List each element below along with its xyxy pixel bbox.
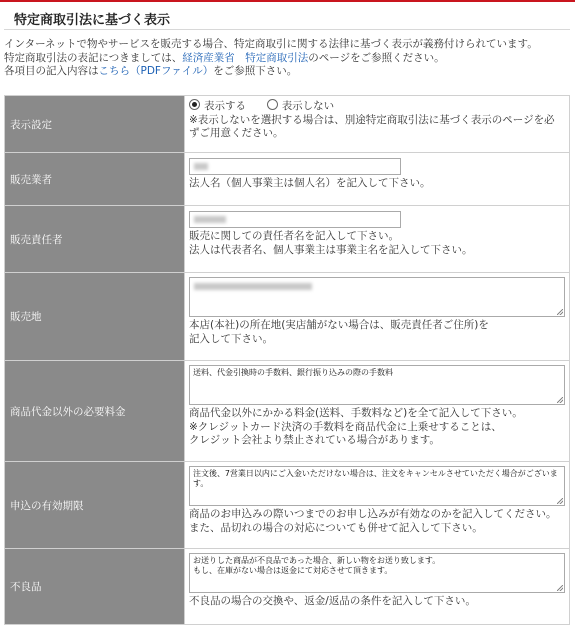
- field-fees: [185, 361, 570, 462]
- row-manager: [5, 206, 570, 273]
- field-manager: [185, 206, 570, 273]
- display-note: ※表示しないを選択する場合は、別途特定商取引法に基づく表示のページを必ずご用意ください。: [189, 113, 555, 139]
- fees-help-2: ※クレジットカード決済の手数料を商品代金に上乗せすることは、: [189, 420, 502, 433]
- label-defect: 不良品: [5, 549, 185, 625]
- meti-link[interactable]: 経済産業省 特定商取引法: [182, 51, 309, 64]
- resize-grip-icon[interactable]: [557, 498, 563, 504]
- row-fees: [5, 361, 570, 462]
- intro-line-2-pre: 特定商取引法の表記につきましては、: [4, 51, 183, 64]
- intro-line-2-post: のページをご参照ください。: [308, 51, 445, 64]
- label-location: 販売地: [5, 273, 185, 361]
- fees-textarea[interactable]: [189, 365, 565, 405]
- fees-value: 送料、代金引換時の手数料、銀行振り込みの際の手数料: [193, 368, 393, 377]
- radio-hide[interactable]: [267, 99, 278, 110]
- manager-help-1: 販売に関しての責任者名を記入して下さい。: [189, 230, 399, 242]
- defect-help-1: 不良品の場合の交換や、返金/返品の条件を記入して下さい。: [189, 595, 476, 607]
- field-display-setting: [185, 96, 570, 153]
- row-location: [5, 273, 570, 361]
- resize-grip-icon[interactable]: [557, 585, 563, 591]
- fees-help-1: 商品代金以外にかかる料金(送料、手数料など)を全て記入して下さい。: [189, 407, 523, 419]
- row-seller: [5, 153, 570, 206]
- section-title: 特定商取引法に基づく表示: [14, 13, 171, 28]
- radio-hide-label: 表示しない: [281, 100, 335, 112]
- pdf-link[interactable]: こちら（PDFファイル）: [98, 65, 214, 77]
- validity-value: 注文後、7営業日以内にご入金いただけない場合は、注文をキャンセルさせていただく場合がございます。: [193, 469, 558, 488]
- intro-text: [4, 38, 570, 79]
- seller-help: 法人名（個人事業主は個人名）を記入して下さい。: [189, 177, 431, 189]
- row-defect: [5, 549, 570, 625]
- location-textarea[interactable]: [189, 277, 565, 317]
- radio-show[interactable]: [189, 99, 200, 110]
- validity-help-2: また、品切れの場合の対応についても併せて記入して下さい。: [189, 521, 483, 534]
- field-defect: [185, 549, 570, 625]
- label-seller: 販売業者: [5, 153, 185, 206]
- defect-textarea[interactable]: [189, 553, 565, 593]
- row-display-setting: [5, 96, 570, 153]
- display-radio-group: [189, 99, 565, 114]
- resize-grip-icon[interactable]: [557, 309, 563, 315]
- label-display-setting: 表示設定: [5, 96, 185, 153]
- field-seller: [185, 153, 570, 206]
- intro-line-2: [4, 52, 570, 66]
- location-help-2: 記入して下さい。: [189, 332, 273, 345]
- validity-help-1: 商品のお申込みの際いつまでのお申し込みが有効なのかを記入してください。: [189, 508, 557, 520]
- fees-help-3: クレジット会社より禁止されている場合があります。: [189, 434, 440, 446]
- legal-display-form: [4, 95, 570, 625]
- top-accent-line: [0, 0, 575, 2]
- label-manager: 販売責任者: [5, 206, 185, 273]
- label-fees: 商品代金以外の必要料金: [5, 361, 185, 462]
- resize-grip-icon[interactable]: [557, 397, 563, 403]
- manager-help-2: 法人は代表者名、個人事業主は事業主名を記入して下さい。: [189, 243, 473, 256]
- manager-input[interactable]: [189, 211, 401, 228]
- intro-line-3: [4, 65, 570, 79]
- intro-line-1: インターネットで物やサービスを販売する場合、特定商取引に関する法律に基づく表示が義務付けられています。: [4, 38, 538, 50]
- defect-value: お送りした商品が不良品であった場合、新しい物をお送り致します。 もし、在庫がない場合は返金にて対応させて頂きます。: [193, 556, 441, 575]
- intro-line-3-post: をご参照下さい。: [213, 65, 298, 77]
- field-validity: [185, 462, 570, 549]
- location-help-1: 本店(本社)の所在地(実店舗がない場合は、販売責任者ご住所)を: [189, 319, 489, 331]
- intro-line-3-pre: 各項目の記入内容は: [4, 65, 99, 77]
- validity-textarea[interactable]: [189, 466, 565, 506]
- row-validity: [5, 462, 570, 549]
- label-validity: 申込の有効期限: [5, 462, 185, 549]
- seller-input[interactable]: [189, 158, 401, 175]
- radio-show-label: 表示する: [204, 100, 246, 112]
- section-header: [4, 6, 570, 30]
- field-location: [185, 273, 570, 361]
